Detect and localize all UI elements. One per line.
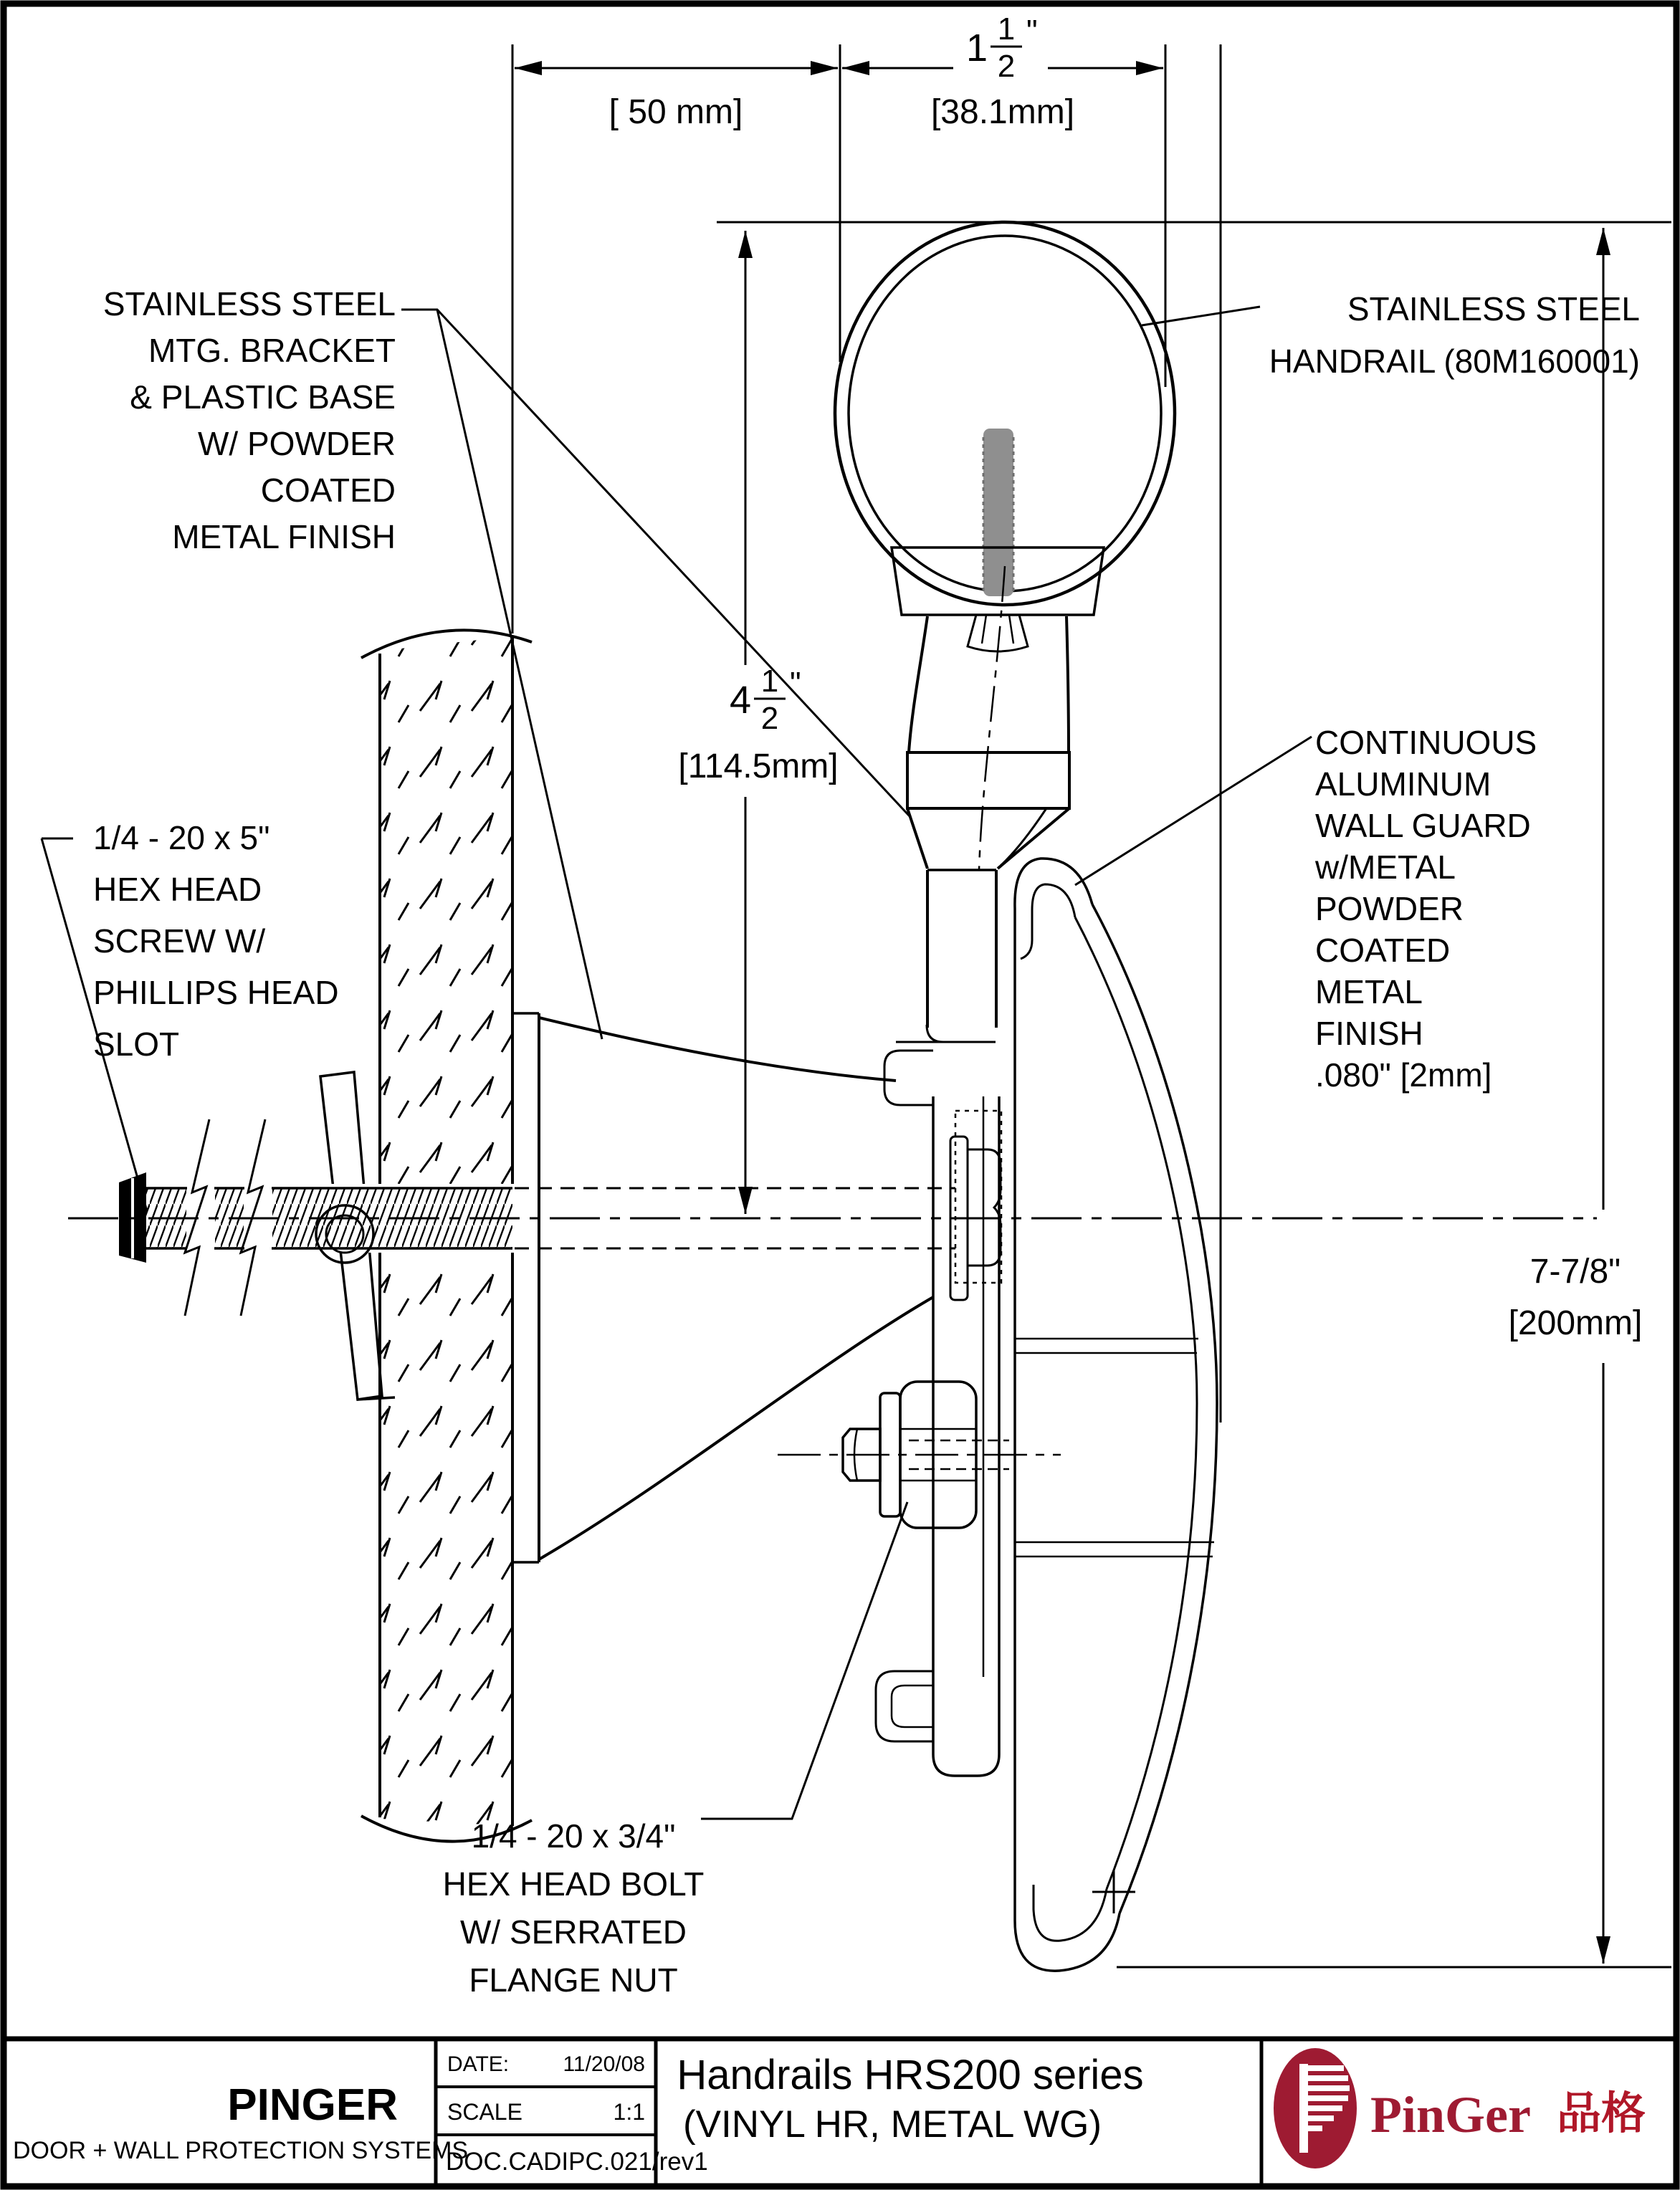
guard-line: .080" [2mm]	[1315, 1056, 1492, 1094]
logo-wordmark: PinGer	[1370, 2086, 1531, 2143]
dim-38-whole: 1	[965, 27, 988, 70]
dimension-200mm	[1509, 228, 1643, 1964]
wall-guard-profile	[1015, 859, 1217, 1971]
dimension-38mm	[842, 11, 1163, 131]
screw-line: PHILLIPS HEAD	[93, 974, 339, 1011]
screw-line: 1/4 - 20 x 5"	[93, 819, 270, 856]
dim-38-mark: "	[1026, 14, 1038, 49]
dim-114-metric: [114.5mm]	[678, 747, 839, 785]
handrail-line: HANDRAIL (80M160001)	[1269, 343, 1640, 380]
mtg-line: METAL FINISH	[172, 518, 396, 555]
screw-line: HEX HEAD	[93, 871, 262, 908]
annotation-mtg-bracket	[103, 285, 396, 555]
bottom-clip	[876, 1671, 933, 1741]
dim-114-mark: "	[790, 666, 801, 701]
bolt-line: 1/4 - 20 x 3/4"	[471, 1817, 676, 1855]
guard-line: FINISH	[1315, 1015, 1423, 1052]
bolt-line: HEX HEAD BOLT	[442, 1865, 705, 1903]
guard-line: w/METAL	[1315, 848, 1456, 886]
mounting-bracket	[512, 1013, 1001, 1776]
annotation-handrail	[1269, 290, 1640, 380]
mtg-line: & PLASTIC BASE	[130, 378, 396, 416]
dimension-114mm	[678, 231, 838, 1214]
pinger-logo	[1274, 2048, 1646, 2169]
dim-200-metric: [200mm]	[1508, 1304, 1643, 1342]
annotation-wall-guard	[1314, 724, 1537, 1094]
guard-top-hook	[1015, 859, 1092, 960]
leader-handrail	[1142, 307, 1260, 325]
dim-38-metric: [38.1mm]	[930, 93, 1075, 131]
dim-50mm-text: [ 50 mm]	[608, 93, 743, 131]
stem-centerline	[979, 566, 1005, 870]
handrail-section	[835, 222, 1175, 1028]
bolt-line: W/ SERRATED	[459, 1913, 687, 1951]
dim-38-den: 2	[997, 49, 1016, 84]
handrail-line: STAINLESS STEEL	[1347, 290, 1640, 327]
bell-upper	[539, 1018, 896, 1081]
date-label: DATE:	[447, 2052, 510, 2076]
center-mark	[1092, 1870, 1135, 1913]
logo-cjk-text: 品格	[1557, 2089, 1646, 2138]
dim-114-whole: 4	[729, 679, 751, 722]
threaded-stud	[983, 429, 1013, 596]
guard-line: ALUMINUM	[1315, 765, 1492, 803]
doc-number: DOC.CADIPC.021/rev1	[446, 2148, 708, 2176]
title-block	[6, 2039, 1674, 2184]
screw-line: SCREW W/	[93, 922, 266, 960]
date-value: 11/20/08	[563, 2052, 645, 2076]
annotation-screw	[93, 819, 339, 1063]
annotation-bolt	[443, 1817, 705, 1999]
dim-38-num: 1	[997, 11, 1016, 47]
top-clip	[884, 1051, 933, 1105]
scale-label: SCALE	[447, 2099, 522, 2125]
dim-114-den: 2	[760, 701, 779, 736]
hex-bolt-assembly	[778, 1382, 1061, 1528]
dimension-50mm	[515, 61, 838, 131]
leader-guard	[1075, 737, 1312, 885]
mtg-line: STAINLESS STEEL	[102, 285, 396, 322]
scale-value: 1:1	[613, 2099, 645, 2125]
guard-ribs	[1015, 1339, 1214, 1557]
guard-line: WALL GUARD	[1315, 807, 1531, 844]
company-tagline: DOOR + WALL PROTECTION SYSTEMS	[13, 2137, 469, 2164]
mtg-line: COATED	[260, 472, 396, 509]
guard-line: METAL	[1315, 973, 1423, 1010]
mtg-line: W/ POWDER	[198, 425, 396, 462]
stem-band	[907, 752, 1069, 808]
extension-lines	[512, 44, 1671, 1967]
guard-line: POWDER	[1315, 890, 1464, 927]
drawing-title: Handrails HRS200 series	[677, 2052, 1144, 2098]
guard-line: CONTINUOUS	[1315, 724, 1537, 761]
company-name: PINGER	[227, 2080, 398, 2130]
guard-line: COATED	[1315, 932, 1451, 969]
dim-200-imp: 7-7/8"	[1529, 1253, 1621, 1291]
screw-line: SLOT	[93, 1025, 180, 1063]
leader-bolt	[701, 1502, 907, 1819]
mtg-line: MTG. BRACKET	[148, 332, 396, 369]
bolt-line: FLANGE NUT	[469, 1961, 678, 1999]
dim-114-num: 1	[760, 664, 779, 699]
drawing-subtitle: (VINYL HR, METAL WG)	[682, 2103, 1102, 2146]
